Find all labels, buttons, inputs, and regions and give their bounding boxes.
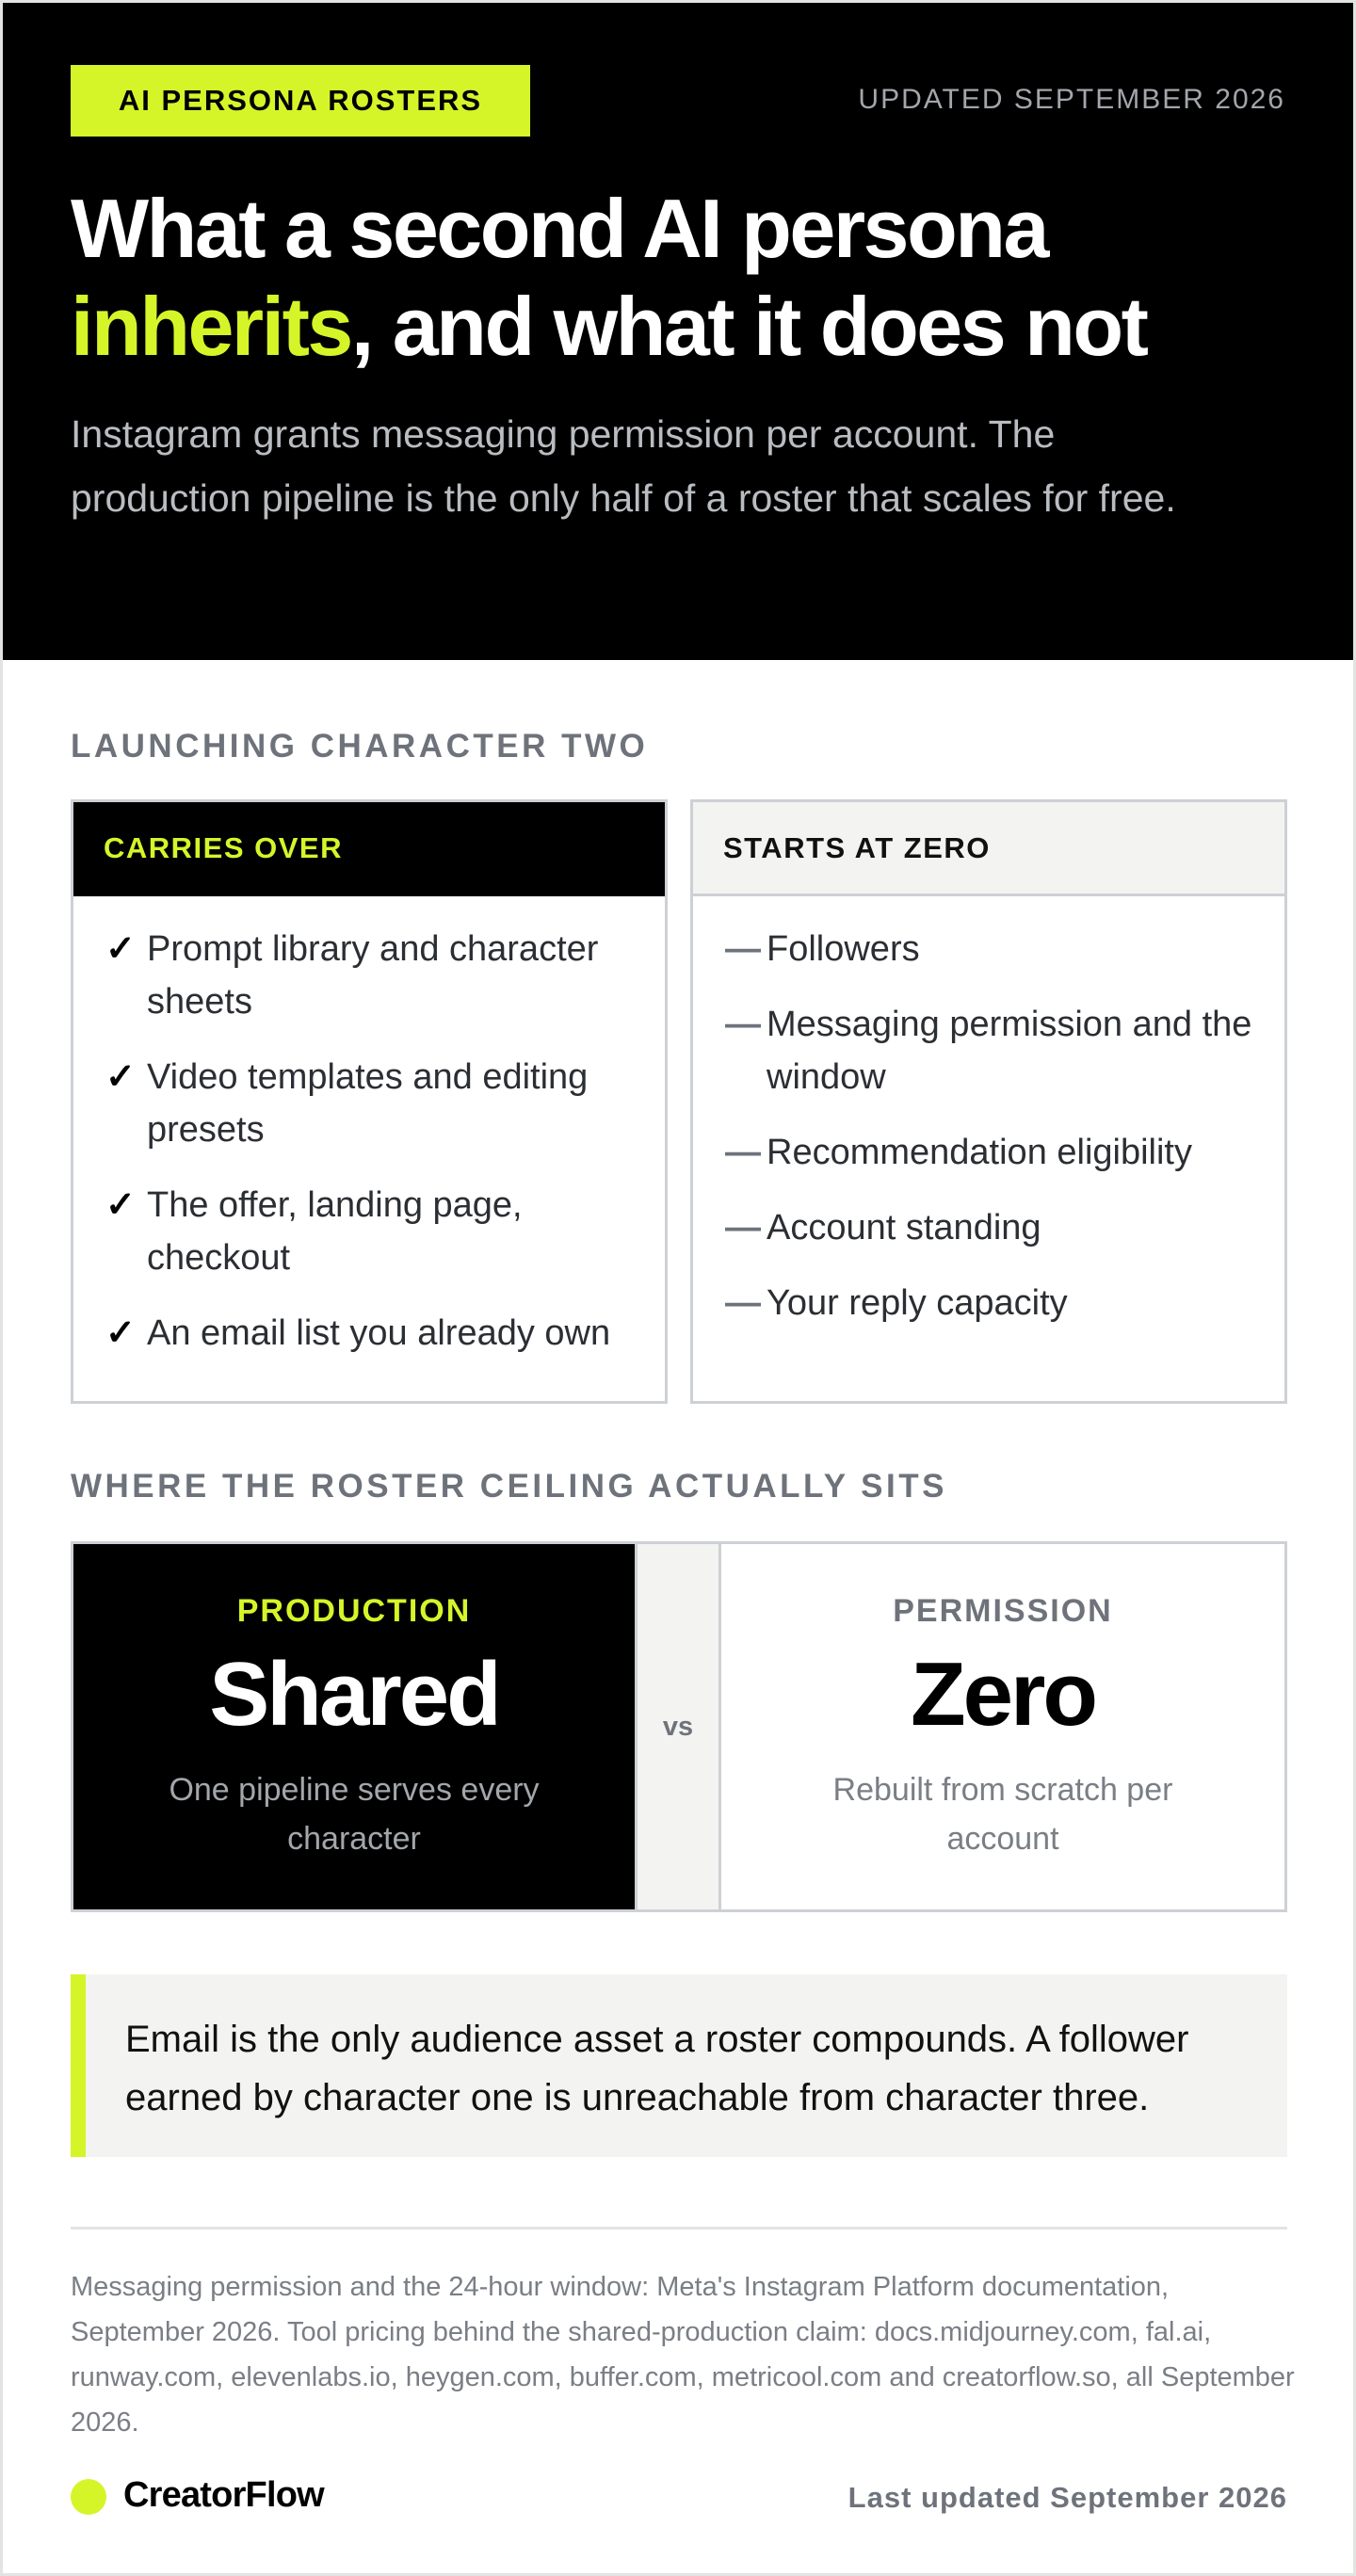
production-value: Shared xyxy=(209,1644,499,1745)
dash-icon: — xyxy=(725,1005,761,1044)
list-item xyxy=(725,1201,1266,1254)
starts-at-zero-title: STARTS AT ZERO xyxy=(693,802,1284,896)
last-updated: Last updated September 2026 xyxy=(848,2481,1287,2514)
list-item-text: Video templates and editing presets xyxy=(147,1057,589,1150)
footer xyxy=(71,2468,1287,2524)
updated-date: UPDATED SEPTEMBER 2026 xyxy=(858,84,1285,115)
list-item xyxy=(725,998,1266,1103)
check-icon: ✓ xyxy=(105,1313,136,1353)
email-callout: Email is the only audience asset a roster compounds. A follower earned by character one is unreachable from character three. xyxy=(71,1974,1287,2157)
list-item-text: The offer, landing page, checkout xyxy=(147,1185,523,1278)
brand-dot-icon xyxy=(71,2479,106,2515)
list-item xyxy=(725,1277,1266,1329)
headline-accent: inherits xyxy=(71,280,351,373)
permission-label: PERMISSION xyxy=(893,1593,1113,1629)
list-item-text: Messaging permission and the window xyxy=(767,1005,1252,1097)
check-icon: ✓ xyxy=(105,1185,136,1225)
carries-over-list xyxy=(73,896,665,1360)
dash-icon: — xyxy=(725,1283,761,1323)
production-panel xyxy=(73,1544,635,1909)
carries-over-card xyxy=(71,799,668,1404)
hero-section xyxy=(3,3,1353,660)
list-item xyxy=(105,1179,646,1284)
versus-divider: vs xyxy=(635,1544,721,1909)
ceiling-comparison xyxy=(71,1541,1287,1912)
list-item-text: Your reply capacity xyxy=(767,1283,1068,1323)
topic-badge: AI PERSONA ROSTERS xyxy=(71,65,530,137)
headline-rest: , and what it does not xyxy=(350,280,1147,373)
carries-over-title: CARRIES OVER xyxy=(73,802,665,896)
permission-panel xyxy=(721,1544,1284,1909)
list-item-text: Prompt library and character sheets xyxy=(147,929,599,1022)
starts-at-zero-list xyxy=(693,896,1284,1329)
launch-section-label: LAUNCHING CHARACTER TWO xyxy=(71,728,649,765)
list-item-text: Account standing xyxy=(767,1208,1041,1248)
check-icon: ✓ xyxy=(105,929,136,969)
check-icon: ✓ xyxy=(105,1057,136,1097)
list-item xyxy=(105,1051,646,1156)
hero-lede: Instagram grants messaging permission per account. The production pipeline is the only half of a roster that scales for free. xyxy=(71,412,1176,520)
page-title xyxy=(71,180,1295,376)
list-item xyxy=(105,1307,646,1360)
permission-value: Zero xyxy=(910,1644,1096,1745)
permission-description: Rebuilt from scratch per account xyxy=(832,1772,1173,1857)
dash-icon: — xyxy=(725,1133,761,1172)
list-item-text: An email list you already own xyxy=(147,1313,611,1353)
list-item xyxy=(725,1126,1266,1179)
production-description: One pipeline serves every character xyxy=(169,1772,540,1857)
production-label: PRODUCTION xyxy=(236,1593,472,1629)
brand-logo: CreatorFlow xyxy=(123,2475,324,2515)
divider xyxy=(71,2227,1287,2230)
dash-icon: — xyxy=(725,929,761,969)
ceiling-section-label: WHERE THE ROSTER CEILING ACTUALLY SITS xyxy=(71,1468,947,1505)
list-item-text: Followers xyxy=(767,929,920,969)
dash-icon: — xyxy=(725,1208,761,1248)
list-item xyxy=(725,923,1266,975)
starts-at-zero-card xyxy=(690,799,1287,1404)
headline-line-1: What a second AI persona xyxy=(71,182,1047,275)
list-item-text: Recommendation eligibility xyxy=(767,1133,1192,1172)
sources-note: Messaging permission and the 24-hour window: Meta's Instagram Platform documentation, September 2026. Tool pricing behind the shared-production claim: docs.midjourney.com, fal.ai, runway.com, elevenlabs.io, heygen.com, buffer.com, metricool.com and creatorflow.so, all September 2026. xyxy=(71,2272,1295,2438)
list-item xyxy=(105,923,646,1028)
